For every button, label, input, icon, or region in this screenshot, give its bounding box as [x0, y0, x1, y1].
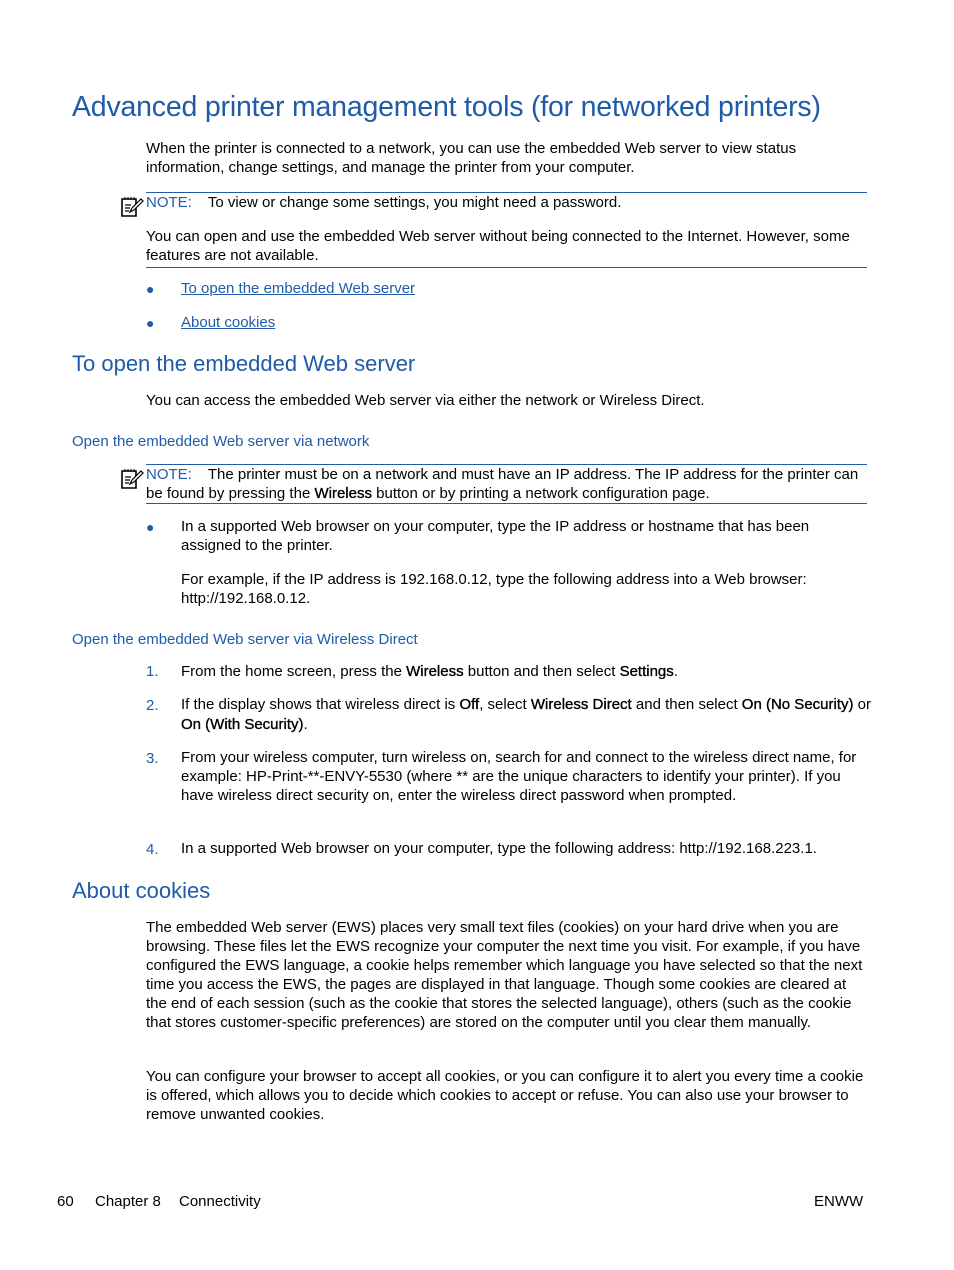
note-text: The printer must be on a network and must have an IP address. The IP address for the printer can be found by pressing the — [146, 466, 859, 502]
step-text: or — [853, 696, 872, 713]
step-item: In a supported Web browser on your computer, type the following address: http://192.168.223.1. — [181, 840, 817, 857]
note-label: NOTE: — [146, 194, 192, 211]
step-text: button and then select — [463, 663, 620, 680]
step-bold: On (With Security) — [181, 716, 304, 733]
step-item: From your wireless computer, turn wireless on, search for and connect to the wireless direct name, for example: HP-Print-**-ENVY-5530 (where ** are the unique characters to identify your printer). If you have wireless direct security on, enter the wireless direct password when prompted. — [181, 749, 857, 804]
page-title: Advanced printer management tools (for networked printers) — [72, 91, 821, 123]
step-text: . — [673, 663, 678, 680]
step-item — [181, 662, 871, 681]
step-text: From the home screen, press the — [181, 663, 407, 680]
note-paragraph: You can open and use the embedded Web server without being connected to the Internet. However, some features are not available. — [146, 228, 850, 264]
note-bold-text: Wireless — [314, 485, 372, 502]
step-number: 1. — [146, 663, 159, 680]
step-number: 4. — [146, 841, 159, 858]
link-about-cookies[interactable]: About cookies — [181, 314, 276, 331]
bullet-icon: ● — [146, 519, 155, 535]
subheading-network: Open the embedded Web server via network — [72, 433, 370, 450]
subheading-wireless-direct: Open the embedded Web server via Wireless Direct — [72, 631, 418, 648]
cookies-paragraph: You can configure your browser to accept all cookies, or you can configure it to alert you every time a cookie is offered, which allows you to decide which cookies to accept or refuse. You can also use your browser to remove unwanted cookies. — [146, 1068, 864, 1123]
note-text: To view or change some settings, you might need a password. — [207, 194, 622, 211]
footer-code: ENWW — [814, 1193, 864, 1210]
step-text: If the display shows that wireless direct is — [181, 696, 460, 713]
note-text: button or by printing a network configuration page. — [371, 485, 710, 502]
section-heading-open-ews: To open the embedded Web server — [72, 351, 416, 376]
bullet-icon: ● — [146, 315, 155, 331]
step-text: . — [303, 716, 308, 733]
section-paragraph: You can access the embedded Web server via either the network or Wireless Direct. — [146, 392, 705, 409]
step-bold: Settings — [619, 663, 674, 680]
step-number: 3. — [146, 750, 159, 767]
step-number: 2. — [146, 697, 159, 714]
step-bold: Wireless Direct — [530, 696, 632, 713]
step-bold: Wireless — [406, 663, 464, 680]
note-box — [146, 192, 867, 268]
page-number: 60 — [57, 1193, 74, 1210]
note-icon — [120, 466, 144, 490]
footer-section: Connectivity — [179, 1193, 261, 1210]
step-item — [181, 695, 871, 735]
step-bold: On (No Security) — [741, 696, 854, 713]
intro-paragraph: When the printer is connected to a network, you can use the embedded Web server to view status information, change settings, and manage the printer from your computer. — [146, 140, 797, 176]
list-item: In a supported Web browser on your computer, type the IP address or hostname that has been assigned to the printer. — [181, 518, 810, 554]
note-label: NOTE: — [146, 466, 192, 483]
link-open-ews[interactable]: To open the embedded Web server — [181, 280, 416, 297]
cookies-paragraph: The embedded Web server (EWS) places very small text files (cookies) on your hard drive when you are browsing. These files let the EWS recognize your computer the next time you visit. For example, if you have configured the EWS language, a cookie helps remember which language you have selected so that the next time you access the EWS, the pages are displayed in that language. Though some cookies are cleared at the end of each session (such as the cookie that stores the selected language), others (such as the cookie that stores customer-specific preferences) are stored on the computer until you clear them manually. — [146, 919, 863, 1031]
step-text: and then select — [631, 696, 742, 713]
step-text: , select — [479, 696, 531, 713]
note-icon — [120, 194, 144, 218]
note-box — [146, 464, 867, 504]
footer-chapter: Chapter 8 — [95, 1193, 161, 1210]
bullet-icon: ● — [146, 281, 155, 297]
section-heading-cookies: About cookies — [72, 878, 211, 903]
list-item-example: For example, if the IP address is 192.168.0.12, type the following address into a Web browser: http://192.168.0.12. — [181, 571, 807, 607]
step-bold: Off — [459, 696, 480, 713]
